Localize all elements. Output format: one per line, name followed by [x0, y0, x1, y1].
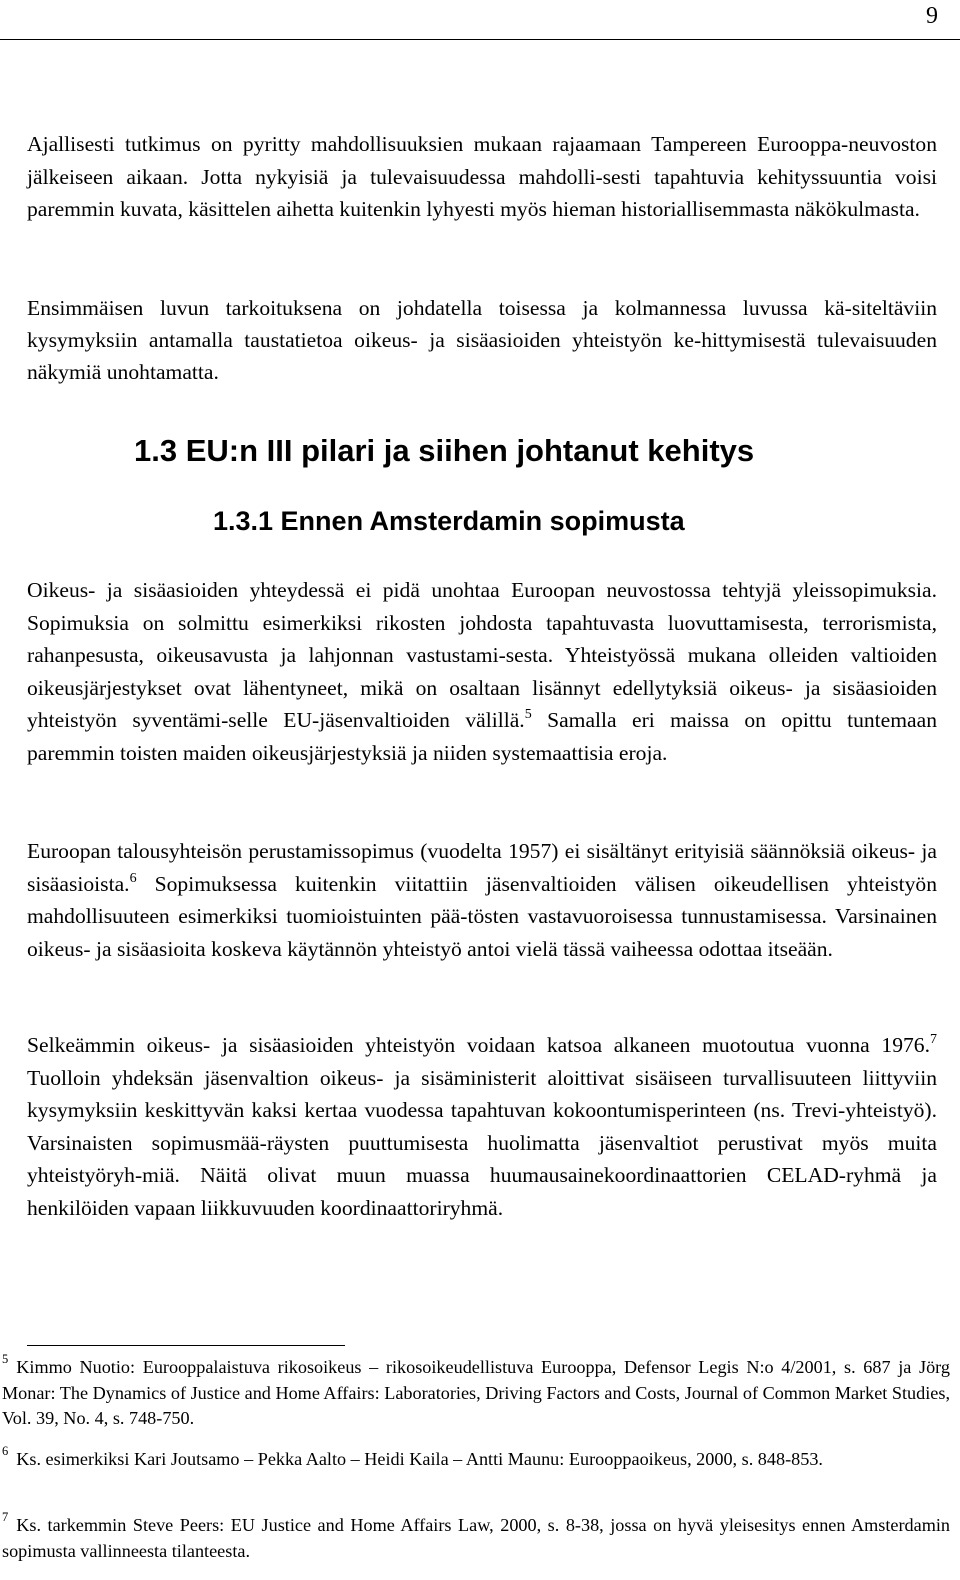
section-paragraph-1 [27, 574, 937, 769]
section-paragraph-2 [27, 835, 937, 965]
paragraph-text: Samalla eri maissa on opittu tuntemaan paremmin toisten maiden oikeusjärjestyksiä ja niiden systemaattisia eroja. [27, 708, 938, 765]
footnote-6 [2, 1444, 950, 1473]
footnote-reference-7[interactable]: 7 [930, 1032, 937, 1047]
paragraph-text: Oikeus- ja sisäasioiden yhteydessä ei pidä unohtaa Euroopan neuvostossa tehtyjä yleissopimuksia. Sopimuksia on solmittu esimerkiksi rikosten johdosta tapahtuvasta luovuttamisesta, terrorismista, rahanpesusta, oikeusavusta ja lahjonnan vastustami-sesta. Yhteistyössä mukana olleiden valtioiden oikeusjärjestykset ovat lähentyneet, mikä on osaltaan lisännyt edellytyksiä oikeus- ja sisäasioiden yhteistyön syventämi-selle EU-jäsenvaltioiden välillä. [27, 578, 937, 732]
page-number: 9 [926, 3, 938, 29]
section-heading: 1.3 EU:n III pilari ja siihen johtanut kehitys [134, 433, 755, 468]
footnote-7 [2, 1510, 950, 1564]
intro-paragraph-2: Ensimmäisen luvun tarkoituksena on johdatella toisessa ja kolmannessa luvussa kä-siteltäviin kysymyksiin antamalla taustatietoa oikeus- ja sisäasioiden yhteistyön ke-hittymisestä tulevaisuuden näkymiä unohtamatta. [27, 296, 937, 384]
footnote-mark: 6 [2, 1444, 9, 1458]
section-paragraph-3 [27, 1029, 937, 1224]
footnote-text: Kimmo Nuotio: Eurooppalaistuva rikosoikeus – rikosoikeudellistuva Eurooppa, Defensor Legis N:o 4/2001, s. 687 ja Jörg Monar: The Dynamics of Justice and Home Affairs: Laboratories, Driving Factors and Costs, Journal of Common Market Studies, Vol. 39, No. 4, s. 748-750. [2, 1357, 950, 1428]
footnote-5 [2, 1352, 950, 1432]
footnote-text: Ks. tarkemmin Steve Peers: EU Justice and Home Affairs Law, 2000, s. 8-38, jossa on hyvä yleisesitys ennen Amsterdamin sopimusta vallinneesta tilanteesta. [2, 1515, 950, 1561]
footnote-mark: 5 [2, 1352, 9, 1366]
subsection-heading: 1.3.1 Ennen Amsterdamin sopimusta [213, 506, 685, 536]
footnote-reference-6[interactable]: 6 [129, 870, 137, 886]
intro-paragraph-1: Ajallisesti tutkimus on pyritty mahdollisuuksien mukaan rajaamaan Tampereen Eurooppa-neuvoston jälkeiseen aikaan. Jotta nykyisiä ja tulevaisuudessa mahdolli-sesti tapahtuvia kehityssuuntia voisi paremmin kuvata, käsittelen aihetta kuitenkin lyhyesti myös hieman historiallisemmasta näkökulmasta. [27, 132, 937, 221]
footnote-text: Ks. esimerkiksi Kari Joutsamo – Pekka Aalto – Heidi Kaila – Antti Maunu: Eurooppaoikeus, 2000, s. 848-853. [16, 1449, 823, 1469]
footnote-mark: 7 [2, 1510, 9, 1524]
paragraph-text: Tuolloin yhdeksän jäsenvaltion oikeus- ja sisäministerit aloittivat sisäiseen turvallisuuteen liittyviin kysymyksiin keskittyvän kaksi kertaa vuodessa tapahtuvan kokoontumisperinteen (ns. Trevi-yhteistyö). Varsinaisten sopimusmää-räysten puuttumisesta huolimatta jäsenvaltiot perustivat myös muita yhteistyöryh-miä. Näitä olivat muun muassa huumausainekoordinaattorien CELAD-ryhmä ja henkilöiden vapaan liikkuvuuden koordinaattoriryhmä. [27, 1065, 937, 1220]
paragraph-text: Sopimuksessa kuitenkin viitattiin jäsenvaltioiden välisen oikeudellisen yhteistyön mahdollisuuteen esimerkiksi tuomioistuinten pää-tösten vastavuoroisessa tunnustamisessa. Varsinainen oikeus- ja sisäasioita koskeva käytännön yhteistyö antoi vielä tässä vaiheessa odottaa itseään. [27, 871, 937, 961]
footnote-separator [27, 1345, 345, 1346]
paragraph-text: Euroopan talousyhteisön perustamissopimus (vuodelta 1957) ei sisältänyt erityisiä säännöksiä oikeus- ja sisäasioista. [27, 839, 937, 896]
footnote-reference-5[interactable]: 5 [524, 707, 532, 722]
paragraph-text: Selkeämmin oikeus- ja sisäasioiden yhteistyön voidaan katsoa alkaneen muotoutua vuonna 1976. [27, 1033, 930, 1057]
header-rule [0, 39, 960, 40]
